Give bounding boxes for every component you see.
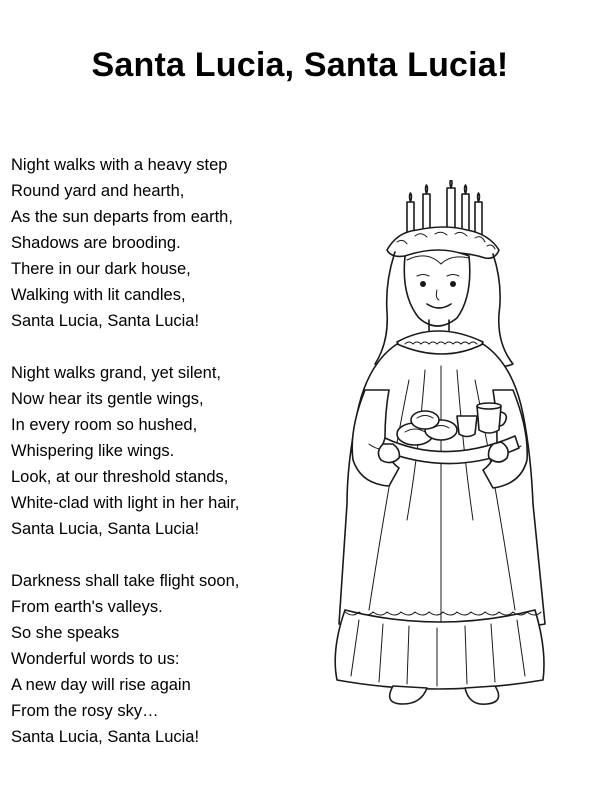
dress-icon: [339, 344, 545, 635]
poem-line: So she speaks: [11, 624, 120, 642]
poem-line: From earth's valleys.: [11, 598, 163, 616]
poem-line: Santa Lucia, Santa Lucia!: [11, 728, 200, 746]
poem-line: Round yard and hearth,: [11, 182, 185, 200]
poem-line: Shadows are brooding.: [11, 234, 181, 252]
poem-line: Walking with lit candles,: [11, 286, 186, 304]
poem-line: Night walks with a heavy step: [11, 156, 228, 174]
poem-line: A new day will rise again: [11, 676, 191, 694]
poem-line: White-clad with light in her hair,: [11, 494, 240, 512]
poem-line: Santa Lucia, Santa Lucia!: [11, 312, 200, 330]
poem-line: Darkness shall take flight soon,: [11, 572, 240, 590]
poem-line: Wonderful words to us:: [11, 650, 180, 668]
stanza-1: [11, 152, 331, 334]
candle-crown-icon: [387, 180, 499, 258]
poem-line: As the sun departs from earth,: [11, 208, 233, 226]
poem-line: Whispering like wings.: [11, 442, 175, 460]
stanza-2: [11, 360, 331, 542]
stanza-3: [11, 568, 331, 750]
poem-line: Now hear its gentle wings,: [11, 390, 204, 408]
face-icon: [404, 250, 470, 326]
poem-line: In every room so hushed,: [11, 416, 198, 434]
saint-lucia-illustration: [325, 180, 555, 725]
poem-line: Santa Lucia, Santa Lucia!: [11, 520, 200, 538]
poem-text: [11, 152, 331, 776]
saint-lucia-drawing: [325, 180, 555, 725]
page-title: Santa Lucia, Santa Lucia!: [91, 46, 509, 84]
poem-line: There in our dark house,: [11, 260, 191, 278]
poem-line: Night walks grand, yet silent,: [11, 364, 222, 382]
poem-line: Look, at our threshold stands,: [11, 468, 229, 486]
poem-line: From the rosy sky…: [11, 702, 159, 720]
